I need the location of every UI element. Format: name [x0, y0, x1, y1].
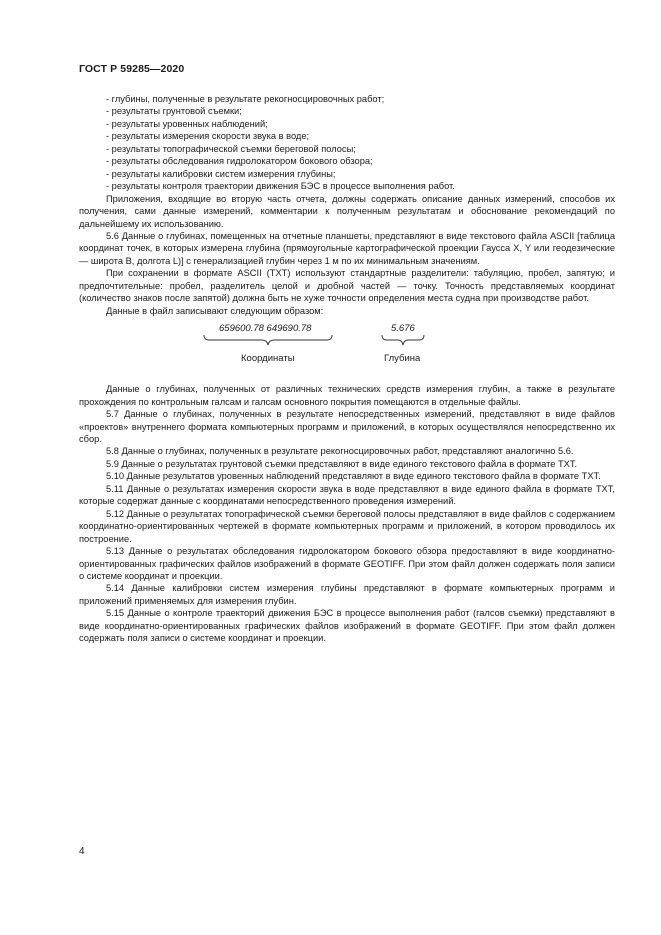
paragraph-file-format: Данные в файл записывают следующим образом: [106, 305, 324, 316]
example-depth-value: 5.676 [391, 323, 415, 335]
list-item: - глубины, полученные в результате рекогносцировочных работ; [106, 94, 385, 104]
paragraph-ascii: При сохранении в формате ASCII (TXT) используют стандартные разделители: табуляцию, пробел, запятую; и предпочтительные: пробел, разделитель целой и дробной частей — точку. Точность представляемых координат (количество знаков после запятой) должна быть не хуже точности определения места судна при производстве работ. [79, 268, 615, 304]
list-item: - результаты измерения скорости звука в воде; [106, 131, 310, 142]
paragraph-5-9: 5.9 Данные о результатах грунтовой съемки представляют в виде единого текстового файла в формате TXT. [106, 458, 578, 469]
paragraph-5-10: 5.10 Данные результатов уровенных наблюдений представляют в виде единого текстового файла в формате TXT. [106, 471, 601, 482]
list-item: - результаты топографической съемки береговой полосы; [106, 143, 356, 154]
list-item: - результаты грунтовой съемки; [106, 106, 242, 117]
paragraph-5-12: 5.12 Данные о результатах топографической съемки береговой полосы представляют в виде файлов с содержанием координатно-ориентированных чертежей в формате компьютерных программ и приложений, в котором проводилось их построение. [79, 508, 615, 544]
example-coordinates-label: Координаты [241, 353, 295, 365]
paragraph-5-13: 5.13 Данные о результатах обследования гидролокатором бокового обзора предоставляют в виде координатно-ориентированных графических файлов изображений в формате GEOTIFF. При этом файл должен содержать поля записи о системе координат и проекции. [79, 546, 615, 581]
paragraph-5-14: 5.14 Данные калибровки систем измерения глубины представляют в формате компьютерных программ и приложений применяемых для измерения глубин. [79, 583, 615, 606]
paragraph-depth-sources: Данные о глубинах, полученных от различных технических средств измерения глубин, а также в результате прохождения по контрольным галсам и галсам основного покрытия помещаются в отдельные файлы. [79, 384, 615, 407]
example-depth-label: Глубина [384, 353, 421, 365]
example-coordinates-value: 659600.78 649690.78 [219, 323, 312, 335]
paragraph-appendix: Приложения, входящие во вторую часть отчета, должны содержать описание данных измерений, способов их получения, сами данные измерений, комментарии к полученным результатам и обоснование рекомендаций по дальнейшему их использованию. [79, 193, 615, 229]
page-number: 4 [79, 846, 85, 857]
depth-brace-icon [381, 334, 425, 346]
paragraph-5-8: 5.8 Данные о глубинах, полученных в результате рекогносцировочных работ, представляют аналогично 5.6. [106, 446, 574, 457]
list-item: - результаты уровенных наблюдений; [106, 118, 268, 129]
paragraph-5-11: 5.11 Данные о результатах измерения скорости звука в воде представляют в виде единого файла в формате TXT, которые содержат данные с координатами непосредственного проведения измерений. [79, 483, 615, 507]
list-item: - результаты обследования гидролокатором бокового обзора; [106, 156, 373, 167]
paragraph-5-6: 5.6 Данные о глубинах, помещенных на отчетные планшеты, представляют в виде текстового файла ASCII [таблица координат точек, в которых измерена глубина (прямоугольные картографической проекции Гаусса X, Y или геодезические — широта B, долгота L)] с генерализацией глубин через 1 м по их минимальным значениям. [79, 230, 615, 266]
document-header: ГОСТ Р 59285—2020 [79, 63, 185, 75]
list-item: - результаты калибровки систем измерения глубины; [106, 168, 336, 179]
paragraph-5-7: 5.7 Данные о глубинах, полученных в результате непосредственных измерений, представляют в виде файлов «проектов» внутреннего формата компьютерных программ и приложений, в которых осуществлялся непосредственно их сбор. [79, 409, 615, 444]
data-format-example [79, 317, 615, 383]
list-item: - результаты контроля траектории движения БЭС в процессе выполнения работ. [106, 181, 455, 192]
coordinates-brace-icon [203, 334, 333, 346]
paragraph-5-15: 5.15 Данные о контроле траекторий движения БЭС в процессе выполнения работ (галсов съемки) представляют в виде координатно-ориентированных графических файлов изображений в формате GEOTIFF. При этом файл должен содержать поля записи о системе координат и проекции. [79, 608, 615, 644]
document-body [79, 93, 615, 645]
